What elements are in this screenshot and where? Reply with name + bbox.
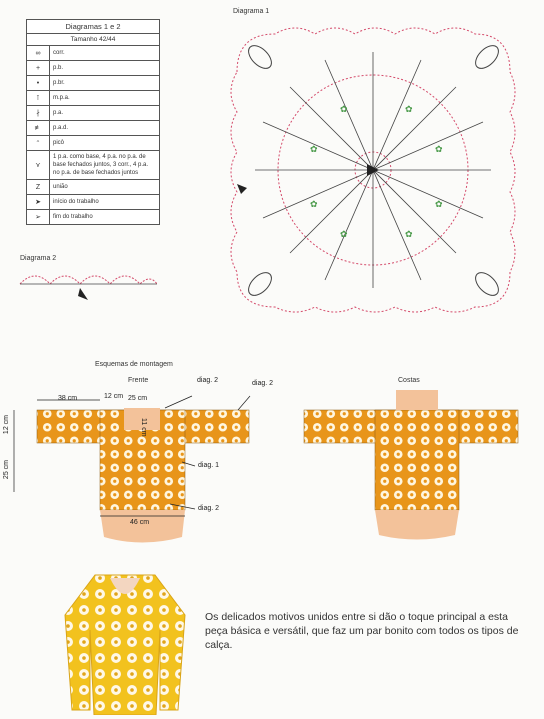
legend-title: Diagramas 1 e 2 [27, 20, 159, 34]
legend-table [26, 19, 160, 225]
start-arrow-icon: ➤ [27, 195, 50, 209]
front-label: Frente [128, 377, 149, 384]
measure-25cm: 25 cm [128, 395, 148, 402]
legend-row [27, 151, 159, 180]
svg-text:✿: ✿ [435, 144, 443, 154]
diag2-label-sleeve: diag. 2 [252, 380, 274, 387]
legend-row-label: fim do trabalho [53, 214, 93, 220]
legend-row [27, 91, 159, 106]
legend-row-label: m.p.a. [53, 95, 70, 101]
diag2-label-bottom: diag. 2 [198, 505, 220, 512]
svg-text:✿: ✿ [340, 229, 348, 239]
legend-row-label: união [53, 184, 68, 190]
sweater-photo [60, 570, 190, 715]
cluster-symbol-icon: ⋎ [27, 151, 50, 179]
legend-row-label: p.br. [53, 80, 65, 86]
legend-rows [27, 46, 159, 224]
legend-row-label: p.b. [53, 65, 64, 71]
legend-row [27, 195, 159, 210]
half-double-symbol-icon: ⊺ [27, 91, 50, 105]
diag1-label: diag. 1 [198, 462, 220, 469]
diagram1-title: Diagrama 1 [233, 8, 270, 15]
legend-row-label: início do trabalho [53, 199, 99, 205]
legend-row [27, 180, 159, 195]
legend-row [27, 106, 159, 121]
diagram1-crochet-chart [215, 12, 530, 327]
measure-12cm: 12 cm [104, 393, 124, 400]
plus-symbol-icon: + [27, 61, 50, 75]
legend-row [27, 46, 159, 61]
legend-row-label: 1 p.a. como base, 4 p.a. no p.a. de base fechados juntos, 3 corr., 4 p.a. no p.a. de base fechados juntos [53, 154, 149, 176]
svg-text:✿: ✿ [435, 199, 443, 209]
end-arrow-icon: ➢ [27, 210, 50, 224]
svg-text:✿: ✿ [405, 104, 413, 114]
measure-11cm: 11 cm [140, 418, 147, 437]
legend-row-label: p.a. [53, 110, 64, 116]
legend-row [27, 136, 159, 151]
svg-text:✿: ✿ [310, 144, 318, 154]
svg-text:✿: ✿ [340, 104, 348, 114]
treble-symbol-icon: ≢ [27, 121, 50, 135]
measure-12cm-vertical: 12 cm [3, 415, 10, 435]
diagram2-crochet-strip [15, 266, 160, 306]
legend-row-label: p.a.d. [53, 125, 69, 131]
svg-text:✿: ✿ [405, 229, 413, 239]
assembly-diagrams [0, 380, 544, 555]
legend-row [27, 121, 159, 136]
measure-46cm: 46 cm [130, 519, 150, 526]
caption-text: Os delicados motivos unidos entre si dão o toque principal a esta peça básica e versátil, que faz um par bonito com todos os tipos de calça. [205, 611, 519, 651]
legend-size: Tamanho 42/44 [27, 34, 159, 46]
double-symbol-icon: ∤ [27, 106, 50, 120]
legend-row [27, 61, 159, 76]
back-schematic [304, 390, 518, 540]
dot-symbol-icon: • [27, 76, 50, 90]
diagram2-title: Diagrama 2 [20, 255, 57, 262]
assembly-title: Esquemas de montagem [95, 361, 173, 368]
legend-row-label: picô [53, 140, 65, 146]
picot-symbol-icon: ᵔ [27, 136, 50, 150]
chain-symbol-icon: ∞ [27, 46, 50, 60]
diag2-label-top: diag. 2 [197, 377, 219, 384]
measure-38cm: 38 cm [58, 395, 78, 402]
legend-row [27, 210, 159, 224]
join-symbol-icon: Z [27, 180, 50, 194]
svg-text:✿: ✿ [310, 199, 318, 209]
measure-25cm-vertical: 25 cm [3, 460, 10, 480]
legend-row-label: corr. [53, 50, 65, 56]
back-label: Costas [398, 377, 420, 384]
legend-row [27, 76, 159, 91]
